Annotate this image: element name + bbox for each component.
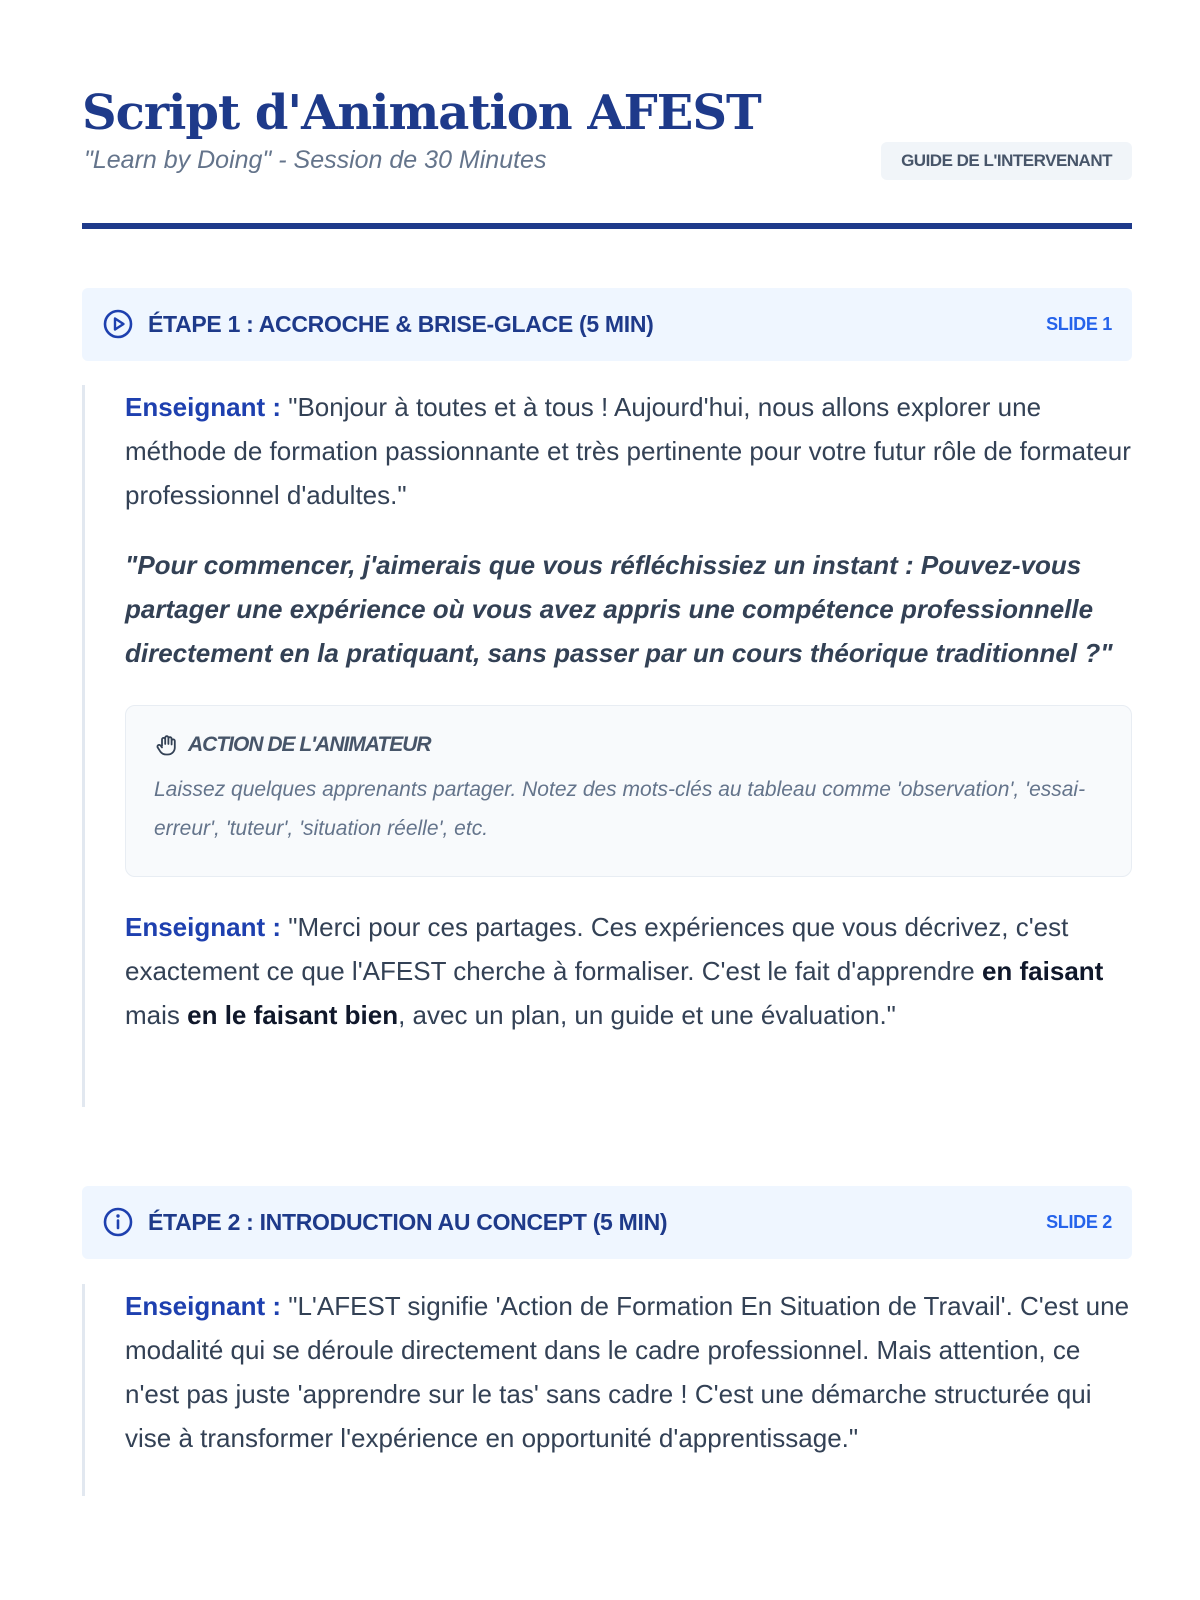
play-circle-icon bbox=[102, 308, 134, 340]
step-1-header bbox=[82, 288, 1132, 361]
animator-action-box bbox=[125, 705, 1132, 877]
speech-text: "Merci pour ces partages. Ces expériences que vous décrivez, c'est exactement ce que l'AFEST cherche à formaliser. C'est le fait d'apprendre bbox=[125, 912, 1069, 986]
speech-text: , avec un plan, un guide et une évaluation." bbox=[398, 1000, 896, 1030]
speaker-label: Enseignant : bbox=[125, 912, 282, 942]
step-1-paragraph-1 bbox=[125, 385, 1132, 517]
header-divider bbox=[82, 223, 1132, 229]
speech-text: mais bbox=[125, 1000, 188, 1030]
speaker-label: Enseignant : bbox=[125, 1291, 282, 1321]
step-2-slide-label: SLIDE 2 bbox=[1046, 1212, 1112, 1232]
page-title: Script d'Animation AFEST bbox=[82, 85, 761, 141]
step-2-body bbox=[82, 1284, 1132, 1496]
hand-icon bbox=[154, 732, 180, 758]
step-1-paragraph-2 bbox=[125, 905, 1132, 1037]
page-subtitle: "Learn by Doing" - Session de 30 Minutes bbox=[84, 146, 547, 174]
animator-action-title bbox=[154, 732, 1103, 758]
emphasis-text: en faisant bbox=[981, 956, 1104, 986]
step-1-slide-label: SLIDE 1 bbox=[1046, 314, 1112, 334]
info-circle-icon bbox=[102, 1206, 134, 1238]
action-title-text: ACTION DE L'ANIMATEUR bbox=[188, 733, 431, 756]
step-2-paragraph-1 bbox=[125, 1284, 1132, 1460]
speaker-label: Enseignant : bbox=[125, 392, 282, 422]
guide-badge: GUIDE DE L'INTERVENANT bbox=[881, 142, 1132, 180]
speech-text: "Bonjour à toutes et à tous ! Aujourd'hui, nous allons explorer une méthode de formation passionnante et très pertinente pour votre futur rôle de formateur professionnel d'adultes." bbox=[125, 392, 1131, 510]
step-1-question-quote: "Pour commencer, j'aimerais que vous réfléchissiez un instant : Pouvez-vous partager une expérience où vous avez appris une compétence professionnelle directement en la pratiquant, sans passer par un cours théorique traditionnel ?" bbox=[125, 550, 1113, 668]
document-header bbox=[82, 84, 1132, 174]
emphasis-text: en le faisant bien bbox=[187, 1000, 399, 1030]
speech-text: "L'AFEST signifie 'Action de Formation En Situation de Travail'. C'est une modalité qui se déroule directement dans le cadre professionnel. Mais attention, ce n'est pas juste 'apprendre sur le tas' sans cadre ! C'est une démarche structurée qui vise à transformer l'expérience en opportunité d'apprentissage." bbox=[125, 1291, 1130, 1453]
step-2-header bbox=[82, 1186, 1132, 1259]
step-1-title: ÉTAPE 1 : ACCROCHE & BRISE-GLACE (5 MIN) bbox=[148, 311, 654, 337]
step-2-title: ÉTAPE 2 : INTRODUCTION AU CONCEPT (5 MIN) bbox=[148, 1209, 668, 1235]
step-1-body bbox=[82, 385, 1132, 1107]
animator-action-text: Laissez quelques apprenants partager. Notez des mots-clés au tableau comme 'observation', 'essai-erreur', 'tuteur', 'situation réelle', etc. bbox=[154, 778, 1086, 840]
